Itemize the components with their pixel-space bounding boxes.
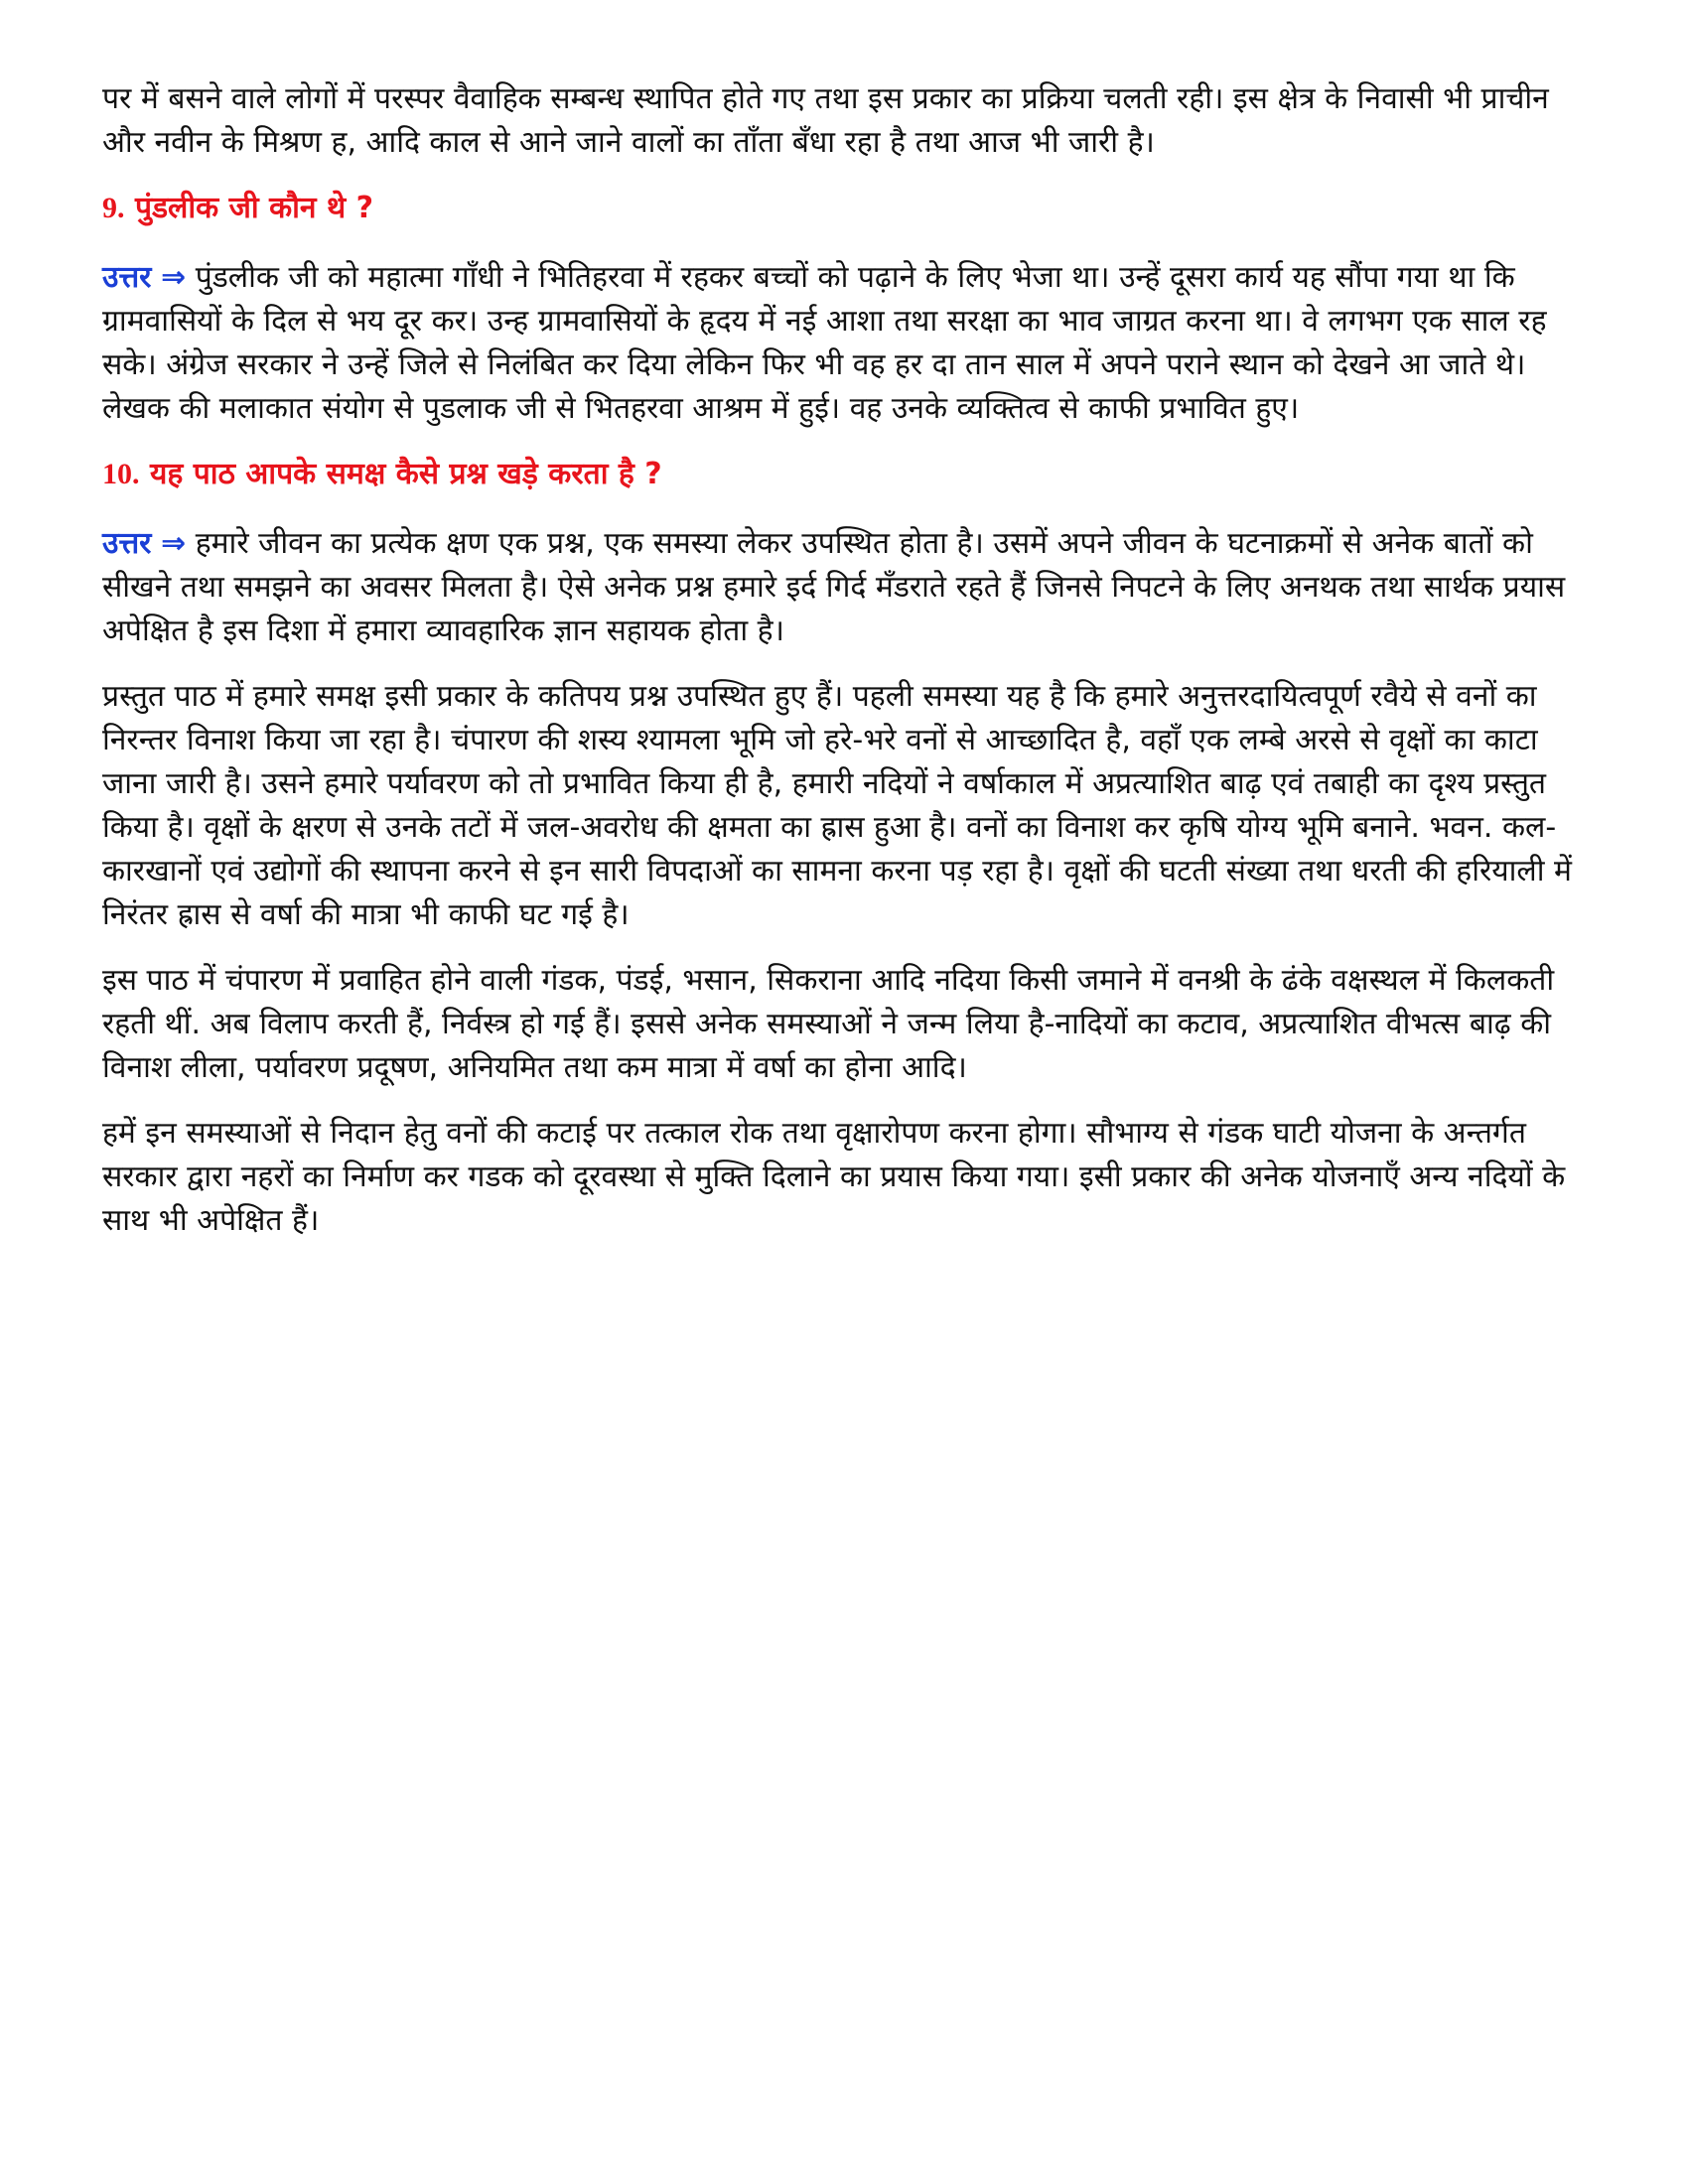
answer-10-paragraph-4: हमें इन समस्याओं से निदान हेतु वनों की कटाई पर तत्काल रोक तथा वृक्षारोपण करना होगा। सौभाग्य से गंडक घाटी योजना के अन्तर्गत सरकार द्वारा नहरों का निर्माण कर गडक को दूरवस्था से मुक्ति दिलाने का प्रयास किया गया। इसी प्रकार की अनेक योजनाएँ अन्य नदियों के साथ भी अपेक्षित हैं। (102, 1116, 1566, 1238)
answer-10-label: उत्तर (102, 526, 152, 561)
answer-9 (102, 256, 1592, 431)
answer-10-paragraph-3: इस पाठ में चंपारण में प्रवाहित होने वाली गंडक, पंडई, भसान, सिकराना आदि नदिया किसी जमाने में वनश्री के ढंके वक्षस्थल में किलकती रहती थीं. अब विलाप करती हैं, निर्वस्त्र हो गई हैं। इससे अनेक समस्याओं ने जन्म लिया है-नादियों का कटाव, अप्रत्याशित वीभत्स बाढ़ की विनाश लीला, पर्यावरण प्रदूषण, अनियमित तथा कम मात्रा में वर्षा का होना आदि। (102, 963, 1555, 1085)
arrow-icon: ⇒ (161, 260, 187, 295)
answer-9-label: उत्तर (102, 260, 152, 295)
question-10 (102, 453, 1592, 496)
intro-paragraph: पर में बसने वाले लोगों में परस्पर वैवाहिक सम्बन्ध स्थापित होते गए तथा इस प्रकार का प्रक्रिया चलती रही। इस क्षेत्र के निवासी भी प्राचीन और नवीन के मिश्रण ह, आदि काल से आने जाने वालों का ताँता बँधा रहा है तथा आज भी जारी है। (102, 81, 1549, 160)
question-9 (102, 187, 1592, 230)
question-9-text: पुंडलीक जी कौन थे ? (134, 191, 374, 225)
answer-9-text: पुंडलीक जी को महात्मा गाँधी ने भितिहरवा में रहकर बच्चों को पढ़ाने के लिए भेजा था। उन्हें दूसरा कार्य यह सौंपा गया था कि ग्रामवासियों के दिल से भय दूर कर। उन्ह ग्रामवासियों के हृदय में नई आशा तथा सरक्षा का भाव जाग्रत करना था। वे लगभग एक साल रह सके। अंग्रेज सरकार ने उन्हें जिले से निलंबित कर दिया लेकिन फिर भी वह हर दा तान साल में अपने पराने स्थान को देखने आ जाते थे। लेखक की मलाकात संयोग से पुडलाक जी से भितहरवा आश्रम में हुई। वह उनके व्यक्तित्व से काफी प्रभावित हुए। (102, 260, 1547, 426)
answer-10-text: हमारे जीवन का प्रत्येक क्षण एक प्रश्न, एक समस्या लेकर उपस्थित होता है। उसमें अपने जीवन के घटनाक्रमों से अनेक बातों को सीखने तथा समझने का अवसर मिलता है। ऐसे अनेक प्रश्न हमारे इर्द गिर्द मँडराते रहते हैं जिनसे निपटने के लिए अनथक तथा सार्थक प्रयास अपेक्षित है इस दिशा में हमारा व्यावहारिक ज्ञान सहायक होता है। (102, 526, 1566, 648)
question-9-number: 9. (102, 192, 125, 224)
answer-10 (102, 522, 1592, 653)
document-page (102, 77, 1592, 1265)
question-10-text: यह पाठ आपके समक्ष कैसे प्रश्न खड़े करता है ? (149, 457, 662, 491)
answer-10-paragraph-2: प्रस्तुत पाठ में हमारे समक्ष इसी प्रकार के कतिपय प्रश्न उपस्थित हुए हैं। पहली समस्या यह है कि हमारे अनुत्तरदायित्वपूर्ण रवैये से वनों का निरन्तर विनाश किया जा रहा है। चंपारण की शस्य श्यामला भूमि जो हरे-भरे वनों से आच्छादित है, वहाँ एक लम्बे अरसे से वृक्षों का काटा जाना जारी है। उसने हमारे पर्यावरण को तो प्रभावित किया ही है, हमारी नदियों ने वर्षाकाल में अप्रत्याशित बाढ़ एवं तबाही का दृश्य प्रस्तुत किया है। वृक्षों के क्षरण से उनके तटों में जल-अवरोध की क्षमता का ह्रास हुआ है। वनों का विनाश कर कृषि योग्य भूमि बनाने. भवन. कल-कारखानों एवं उद्योगों की स्थापना करने से इन सारी विपदाओं का सामना करना पड़ रहा है। वृक्षों की घटती संख्या तथा धरती की हरियाली में निरंतर ह्रास से वर्षा की मात्रा भी काफी घट गई है। (102, 679, 1572, 932)
question-10-number: 10. (102, 458, 140, 490)
arrow-icon: ⇒ (161, 526, 187, 561)
